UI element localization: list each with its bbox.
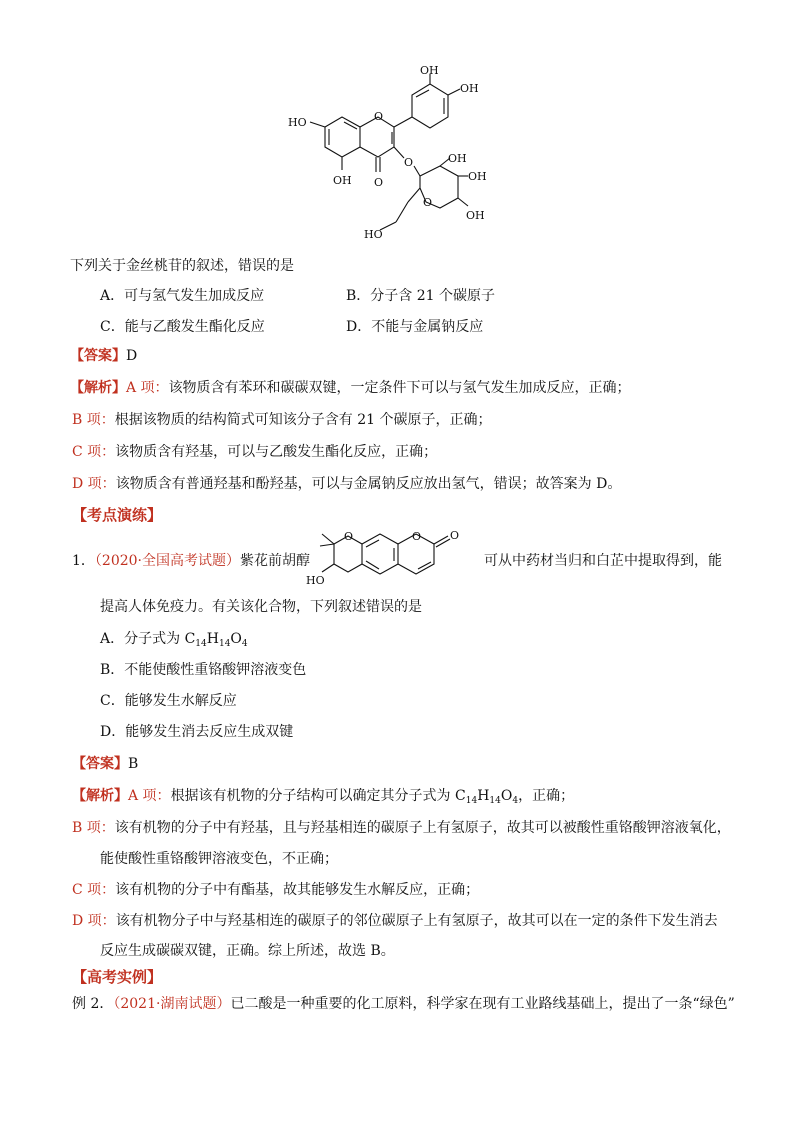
o-label: O (374, 110, 384, 123)
q1-option-d: D．能够发生消去反应生成双键 (100, 724, 294, 740)
option-a: A．可与氢气发生加成反应 (100, 288, 265, 304)
ho-label: HO (288, 116, 307, 129)
oh-label: OH (333, 174, 352, 187)
section-heading-exam: 【高考实例】 (72, 968, 163, 986)
q1-analysis-line-d2: 反应生成碳碳双键，正确。综上所述，故选 B。 (100, 943, 395, 959)
q1-analysis-line-c: C 项：该有机物的分子中有酯基，故其能够发生水解反应，正确； (72, 882, 480, 898)
answer-line: 【答案】D (70, 348, 138, 364)
analysis-line-a: 【解析】A 项：该物质含有苯环和碳碳双键，一定条件下可以与氢气发生加成反应，正确； (70, 380, 631, 396)
o-label: O (423, 196, 433, 209)
q1-stem-line2: 提高人体免疫力。有关该化合物，下列叙述错误的是 (100, 599, 422, 615)
section-heading-practice: 【考点演练】 (72, 506, 163, 524)
analysis-line-d: D 项：该物质含有普通羟基和酚羟基，可以与金属钠反应放出氢气，错误；故答案为 D。 (72, 476, 622, 492)
o-label: O (450, 530, 460, 542)
q1-option-c: C．能够发生水解反应 (100, 693, 237, 709)
q1-stem-end: 可从中药材当归和白芷中提取得到，能 (484, 553, 722, 569)
oh-label: OH (468, 170, 487, 183)
analysis-line-c: C 项：该物质含有羟基，可以与乙酸发生酯化反应，正确； (72, 444, 438, 460)
q1-option-a: A．分子式为 $C_{14}H_{14}O_4$ (100, 631, 248, 649)
example2-line: 例 2．（2021·湖南试题）已二酸是一种重要的化工原料，科学家在现有工业路线基础上，提出了一条“绿色” (72, 996, 735, 1012)
o-label: O (412, 530, 422, 543)
ho-label: HO (364, 228, 383, 241)
oh-label: OH (466, 209, 485, 222)
oh-label: OH (420, 64, 439, 77)
q1-option-b: B．不能使酸性重铬酸钾溶液变色 (100, 662, 307, 678)
option-c: C．能与乙酸发生酯化反应 (100, 319, 265, 335)
o-label: O (344, 530, 354, 543)
q1-answer-line: 【答案】B (72, 756, 139, 772)
analysis-line-b: B 项：根据该物质的结构简式可知该分子含有 21 个碳原子，正确； (72, 412, 492, 428)
question-stem: 下列关于金丝桃苷的叙述，错误的是 (70, 258, 294, 274)
option-d: D．不能与金属钠反应 (346, 319, 484, 335)
oh-label: OH (448, 152, 467, 165)
o-label: O (374, 176, 384, 189)
o-label: O (404, 156, 414, 169)
hyperoside-structure (280, 62, 500, 244)
option-b: B．分子含 21 个碳原子 (346, 288, 496, 304)
q1-stem-start: 1．（2020·全国高考试题）紫花前胡醇 (72, 553, 311, 569)
q1-analysis-line-d: D 项：该有机物分子中与羟基相连的碳原子的邻位碳原子上有氢原子，故其可以在一定的条件下发生消去 (72, 913, 718, 929)
ho-label: HO (306, 574, 325, 587)
oh-label: OH (460, 82, 479, 95)
q1-analysis-line-b2: 能使酸性重铬酸钾溶液变色，不正确； (100, 851, 338, 867)
columbianetin-structure (304, 530, 486, 588)
q1-analysis-line-b: B 项：该有机物的分子中有羟基，且与羟基相连的碳原子上有氢原子，故其可以被酸性重铬酸钾溶液氧化， (72, 820, 731, 836)
q1-analysis-line-a: 【解析】A 项：根据该有机物的分子结构可以确定其分子式为 $C_{14}H_{14}O_4$，正确； (72, 788, 575, 806)
